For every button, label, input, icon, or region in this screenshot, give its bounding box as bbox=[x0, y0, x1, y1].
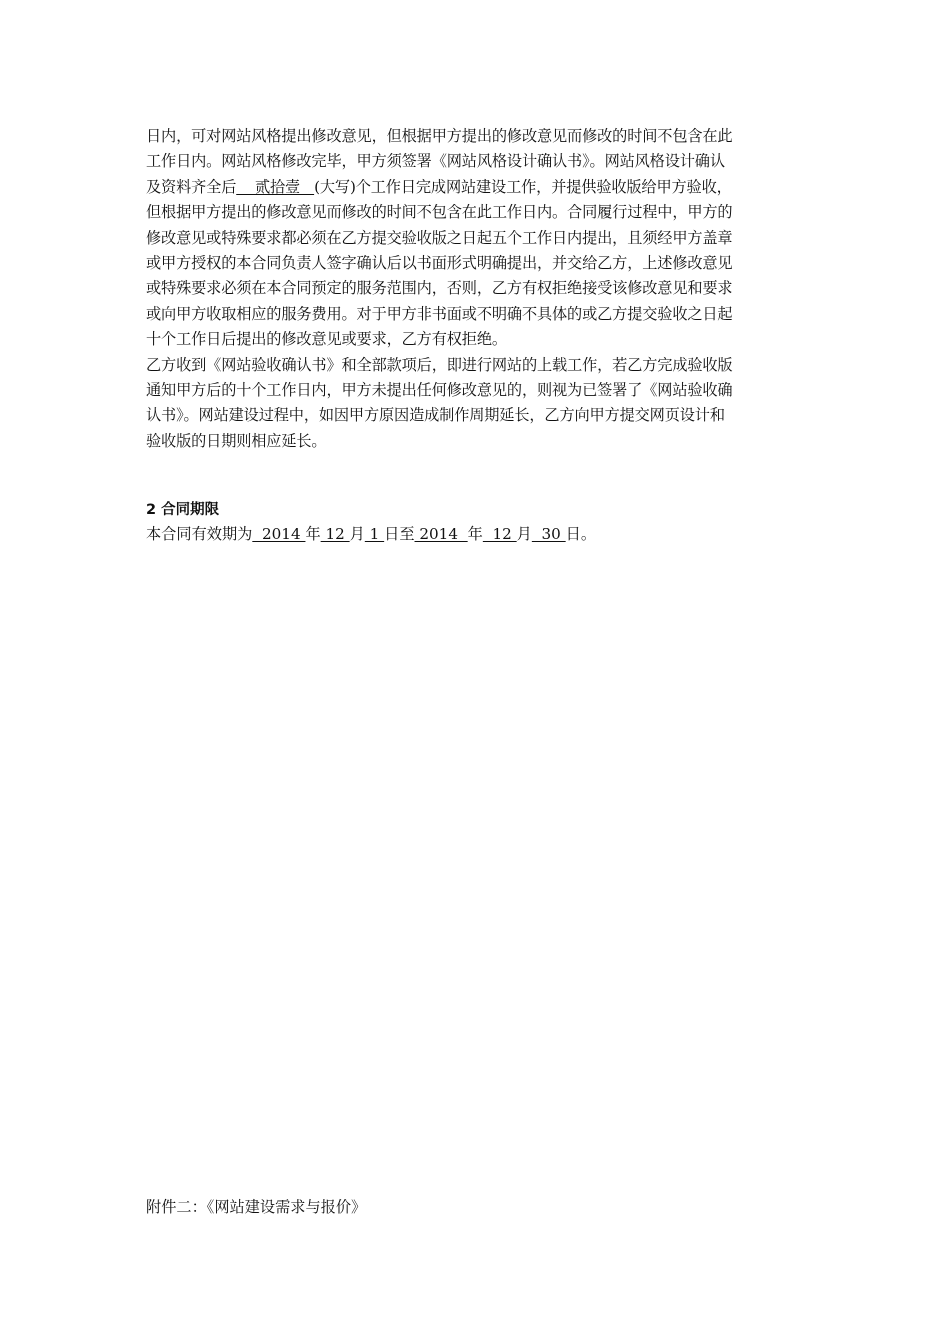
contract-body-text bbox=[146, 124, 810, 454]
end-day-field: 30 bbox=[531, 525, 566, 543]
text-line: 修改意见或特殊要求都必须在乙方提交验收版之日起五个工作日内提出，且须经甲方盖章 bbox=[146, 228, 733, 247]
text-line: 日内，可对网站风格提出修改意见，但根据甲方提出的修改意见而修改的时间不包含在此 bbox=[146, 127, 733, 145]
text-segment: 本合同有效期为 bbox=[146, 525, 253, 543]
text-line: 或向甲方收取相应的服务费用。对于甲方非书面或不明确不具体的或乙方提交验收之日起 bbox=[146, 304, 733, 323]
start-day-field: 1 bbox=[364, 525, 385, 543]
text-segment: (大写)个工作日完成网站建设工作，并提供验收版给甲方验收， bbox=[314, 177, 732, 196]
contract-term-line bbox=[146, 522, 810, 547]
appendix-label: 附件二：《网站建设需求与报价》 bbox=[146, 1198, 367, 1216]
text-line: 乙方收到《网站验收确认书》和全部款项后，即进行网站的上载工作，若乙方完成验收版 bbox=[146, 355, 733, 374]
text-segment: 年 bbox=[305, 525, 321, 543]
text-segment: 月 bbox=[516, 525, 532, 543]
text-line: 或甲方授权的本合同负责人签字确认后以书面形式明确提出，并交给乙方，上述修改意见 bbox=[146, 254, 733, 273]
text-line: 工作日内。网站风格修改完毕，甲方须签署《网站风格设计确认书》。网站风格设计确认 bbox=[146, 152, 725, 171]
text-line: 验收版的日期则相应延长。 bbox=[146, 431, 327, 450]
text-segment: 年 bbox=[467, 525, 483, 543]
text-segment: 及资料齐全后 bbox=[146, 177, 237, 196]
text-segment: 月 bbox=[349, 525, 365, 543]
text-line: 认书》。网站建设过程中，如因甲方原因造成制作周期延长，乙方向甲方提交网页设计和 bbox=[146, 406, 725, 425]
text-segment: 日。 bbox=[565, 525, 597, 543]
text-segment: 日至 bbox=[384, 525, 415, 543]
contract-term-section bbox=[146, 498, 810, 547]
text-line: 但根据甲方提出的修改意见而修改的时间不包含在此工作日内。合同履行过程中，甲方的 bbox=[146, 203, 733, 222]
text-line: 十个工作日后提出的修改意见或要求，乙方有权拒绝。 bbox=[146, 330, 507, 349]
text-line bbox=[146, 175, 810, 200]
text-line: 或特殊要求必须在本合同预定的服务范围内，否则，乙方有权拒绝接受该修改意见和要求 bbox=[146, 279, 733, 298]
section-heading: 2 合同期限 bbox=[146, 502, 220, 518]
start-year-field: 2014 bbox=[252, 525, 306, 543]
working-days-field: 贰拾壹 bbox=[236, 177, 315, 196]
end-month-field: 12 bbox=[482, 525, 517, 543]
start-month-field: 12 bbox=[320, 525, 350, 543]
end-year-field: 2014 bbox=[414, 525, 468, 543]
text-line: 通知甲方后的十个工作日内，甲方未提出任何修改意见的，则视为已签署了《网站验收确 bbox=[146, 381, 733, 400]
